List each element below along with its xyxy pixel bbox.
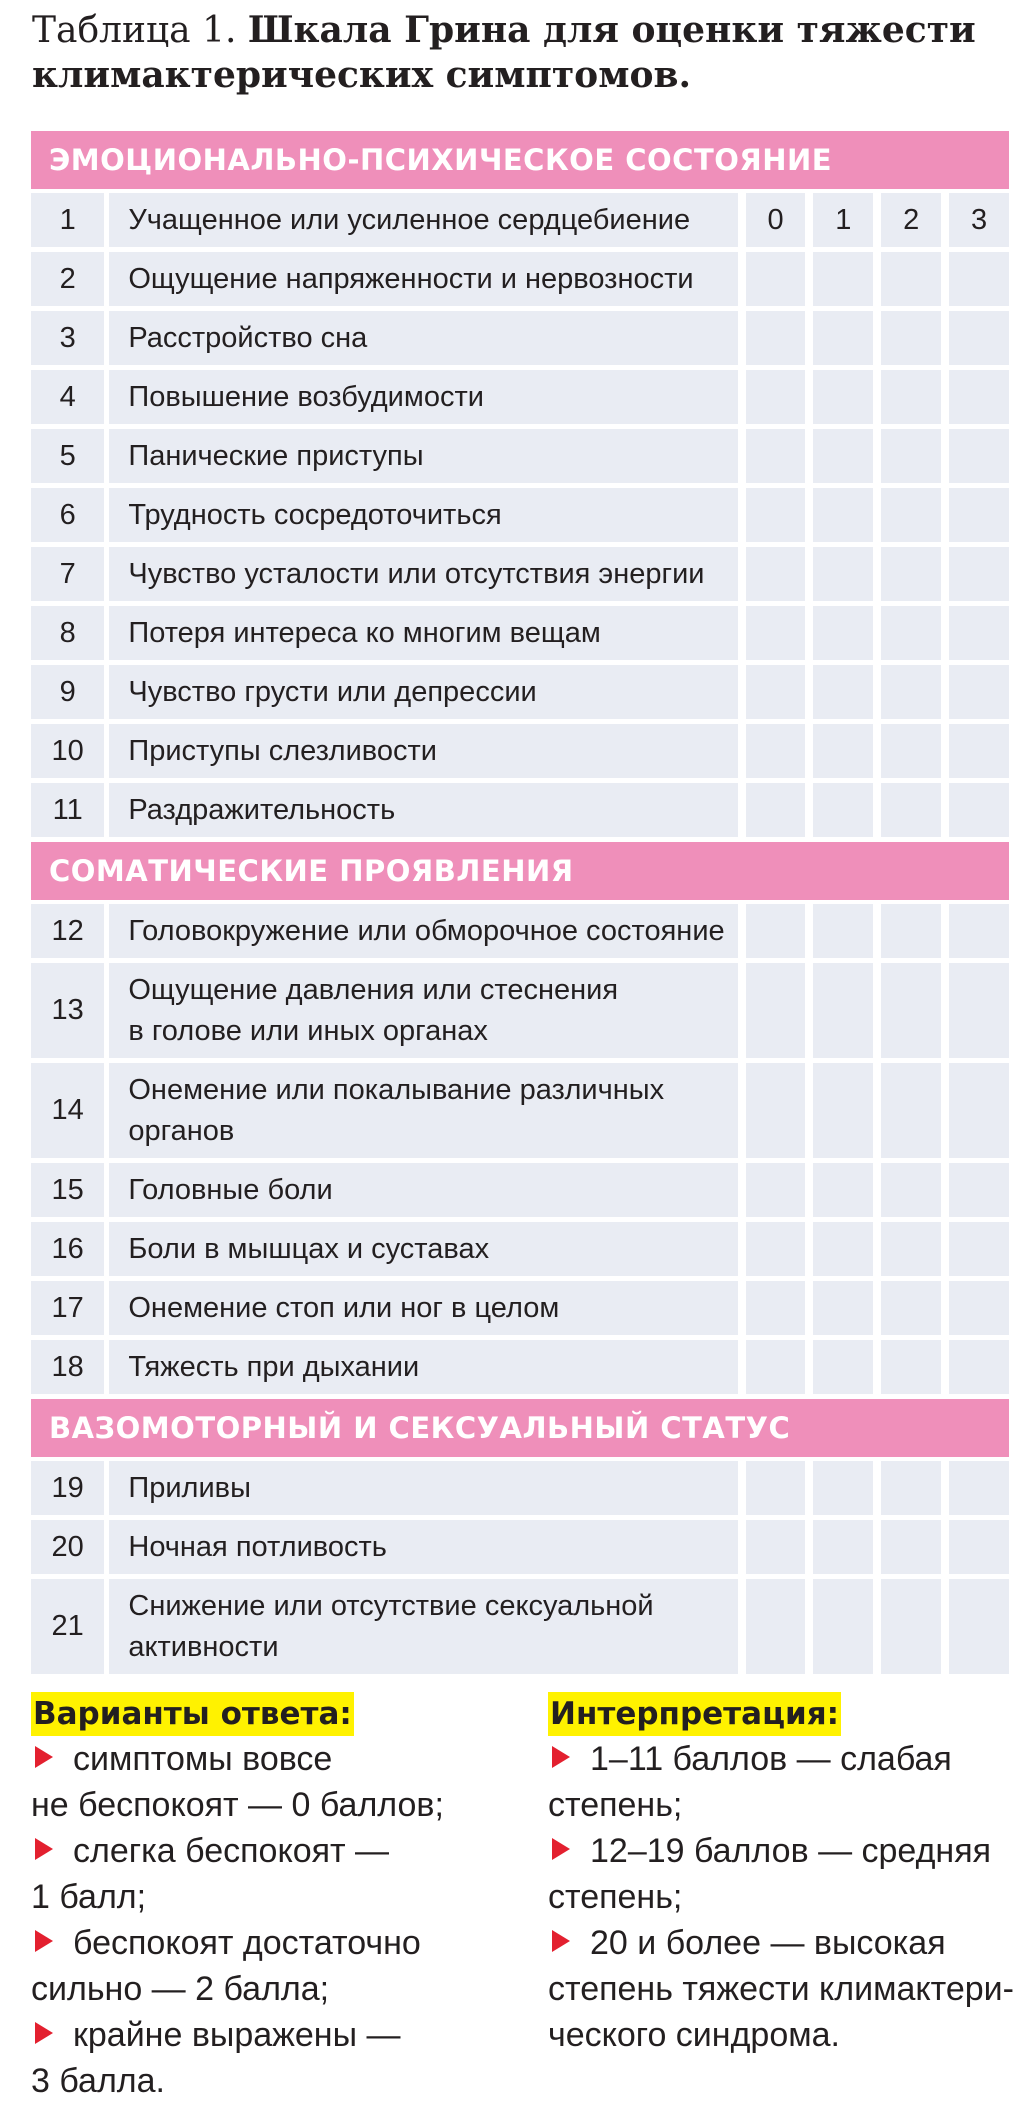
score-cell-2[interactable] <box>881 1520 941 1574</box>
answer-option-item: крайне выражены — 3 балла. <box>31 2016 401 2100</box>
table-row <box>31 963 1009 1058</box>
symptom-text: Чувство грусти или депрессии <box>109 665 737 719</box>
bullet-triangle-icon <box>552 1746 570 1768</box>
section-header: СОМАТИЧЕСКИЕ ПРОЯВЛЕНИЯ <box>31 842 1009 900</box>
score-cell-3[interactable] <box>949 311 1009 365</box>
score-cell-2[interactable] <box>881 252 941 306</box>
interpretation <box>548 1690 1018 2058</box>
score-cell-2[interactable] <box>881 429 941 483</box>
answer-options-heading: Варианты ответа: <box>31 1692 354 1736</box>
row-number: 17 <box>31 1281 104 1335</box>
bullet-triangle-icon <box>35 1746 53 1768</box>
score-cell-0[interactable] <box>746 606 806 660</box>
interpretation-item: 1–11 баллов — слабая степень; <box>548 1740 952 1824</box>
table-row <box>31 311 1009 365</box>
score-cell-1[interactable] <box>813 311 873 365</box>
green-scale-table <box>31 131 1009 1679</box>
score-cell-1[interactable] <box>813 370 873 424</box>
score-cell-2[interactable] <box>881 963 941 1058</box>
section-header: ЭМОЦИОНАЛЬНО-ПСИХИЧЕСКОЕ СОСТОЯНИЕ <box>31 131 1009 189</box>
score-cell-3[interactable]: 3 <box>949 193 1009 247</box>
table-row <box>31 1340 1009 1394</box>
score-cell-3[interactable] <box>949 665 1009 719</box>
bullet-triangle-icon <box>552 1930 570 1952</box>
table-row <box>31 193 1009 247</box>
interpretation-heading: Интерпретация: <box>548 1692 841 1736</box>
score-cell-3[interactable] <box>949 1461 1009 1515</box>
score-cell-2[interactable] <box>881 488 941 542</box>
table-row <box>31 1520 1009 1574</box>
score-cell-3[interactable] <box>949 1063 1009 1158</box>
score-cell-3[interactable] <box>949 724 1009 778</box>
score-cell-1[interactable] <box>813 1163 873 1217</box>
score-cell-3[interactable] <box>949 606 1009 660</box>
symptom-text: Приступы слезливости <box>109 724 737 778</box>
score-cell-0[interactable] <box>746 488 806 542</box>
symptom-text: Трудность сосредоточиться <box>109 488 737 542</box>
table-row <box>31 429 1009 483</box>
score-cell-3[interactable] <box>949 1281 1009 1335</box>
score-cell-0[interactable] <box>746 724 806 778</box>
score-cell-3[interactable] <box>949 783 1009 837</box>
score-cell-0[interactable] <box>746 1163 806 1217</box>
row-number: 9 <box>31 665 104 719</box>
caption-title: Шкала Грина для оценки тяжести климактерических симптомов. <box>32 9 976 96</box>
score-cell-3[interactable] <box>949 963 1009 1058</box>
row-number: 4 <box>31 370 104 424</box>
score-cell-1[interactable] <box>813 1222 873 1276</box>
table-row <box>31 488 1009 542</box>
score-cell-2[interactable] <box>881 370 941 424</box>
score-cell-1[interactable] <box>813 252 873 306</box>
row-number: 12 <box>31 904 104 958</box>
score-cell-2[interactable] <box>881 1461 941 1515</box>
symptom-text: Онемение стоп или ног в целом <box>109 1281 737 1335</box>
score-cell-2[interactable] <box>881 311 941 365</box>
table-row <box>31 1222 1009 1276</box>
symptom-text: Снижение или отсутствие сексуальной активности <box>109 1579 737 1674</box>
table-row <box>31 1579 1009 1674</box>
score-cell-2[interactable] <box>881 724 941 778</box>
score-cell-0[interactable] <box>746 311 806 365</box>
bullet-triangle-icon <box>552 1838 570 1860</box>
row-number: 1 <box>31 193 104 247</box>
table-row <box>31 904 1009 958</box>
symptom-text: Повышение возбудимости <box>109 370 737 424</box>
row-number: 20 <box>31 1520 104 1574</box>
table-row <box>31 1163 1009 1217</box>
score-cell-1[interactable] <box>813 1461 873 1515</box>
score-cell-0[interactable] <box>746 1063 806 1158</box>
caption-prefix: Таблица 1. <box>32 10 237 51</box>
score-cell-1[interactable] <box>813 724 873 778</box>
score-cell-3[interactable] <box>949 547 1009 601</box>
symptom-text: Приливы <box>109 1461 737 1515</box>
score-cell-3[interactable] <box>949 904 1009 958</box>
score-cell-3[interactable] <box>949 429 1009 483</box>
score-cell-2[interactable] <box>881 606 941 660</box>
score-cell-2[interactable] <box>881 783 941 837</box>
row-number: 14 <box>31 1063 104 1158</box>
row-number: 10 <box>31 724 104 778</box>
score-cell-0[interactable] <box>746 1340 806 1394</box>
score-cell-0[interactable] <box>746 1222 806 1276</box>
table-row <box>31 665 1009 719</box>
answer-option-item: симптомы вовсе не беспокоят — 0 баллов; <box>31 1740 444 1824</box>
score-cell-1[interactable] <box>813 429 873 483</box>
symptom-text: Онемение или покалывание различных органов <box>109 1063 737 1158</box>
row-number: 11 <box>31 783 104 837</box>
score-cell-3[interactable] <box>949 1579 1009 1674</box>
score-cell-3[interactable] <box>949 488 1009 542</box>
row-number: 21 <box>31 1579 104 1674</box>
score-cell-0[interactable] <box>746 963 806 1058</box>
symptom-text: Боли в мышцах и суставах <box>109 1222 737 1276</box>
score-cell-3[interactable] <box>949 1163 1009 1217</box>
score-cell-1[interactable] <box>813 963 873 1058</box>
score-cell-1[interactable]: 1 <box>813 193 873 247</box>
score-cell-2[interactable] <box>881 1579 941 1674</box>
score-cell-0[interactable] <box>746 547 806 601</box>
row-number: 19 <box>31 1461 104 1515</box>
bullet-triangle-icon <box>35 2022 53 2044</box>
score-cell-0[interactable] <box>746 783 806 837</box>
symptom-text: Ночная потливость <box>109 1520 737 1574</box>
score-cell-3[interactable] <box>949 370 1009 424</box>
score-cell-1[interactable] <box>813 783 873 837</box>
symptom-text: Панические приступы <box>109 429 737 483</box>
score-cell-1[interactable] <box>813 606 873 660</box>
row-number: 8 <box>31 606 104 660</box>
row-number: 6 <box>31 488 104 542</box>
score-cell-2[interactable] <box>881 904 941 958</box>
score-cell-2[interactable] <box>881 1163 941 1217</box>
score-cell-2[interactable]: 2 <box>881 193 941 247</box>
table-row <box>31 606 1009 660</box>
symptom-text: Расстройство сна <box>109 311 737 365</box>
symptom-text: Ощущение давления или стеснения в голове или иных органах <box>109 963 737 1058</box>
answer-option-item: слегка беспокоят — 1 балл; <box>31 1832 390 1916</box>
symptom-text: Потеря интереса ко многим вещам <box>109 606 737 660</box>
row-number: 3 <box>31 311 104 365</box>
score-cell-1[interactable] <box>813 1579 873 1674</box>
score-cell-1[interactable] <box>813 904 873 958</box>
answer-options <box>31 1690 501 2104</box>
symptom-text: Ощущение напряженности и нервозности <box>109 252 737 306</box>
symptom-text: Головокружение или обморочное состояние <box>109 904 737 958</box>
symptom-text: Чувство усталости или отсутствия энергии <box>109 547 737 601</box>
score-cell-3[interactable] <box>949 1222 1009 1276</box>
table-row <box>31 1461 1009 1515</box>
table-row <box>31 783 1009 837</box>
table-row <box>31 1063 1009 1158</box>
score-cell-3[interactable] <box>949 1340 1009 1394</box>
interpretation-item: 20 и более — высокая степень тяжести климактери- ческого синдрома. <box>548 1924 1014 2054</box>
answer-options-list <box>31 1736 501 2104</box>
row-number: 15 <box>31 1163 104 1217</box>
section-header: ВАЗОМОТОРНЫЙ И СЕКСУАЛЬНЫЙ СТАТУС <box>31 1399 1009 1457</box>
score-cell-2[interactable] <box>881 547 941 601</box>
bullet-triangle-icon <box>35 1838 53 1860</box>
score-cell-0[interactable]: 0 <box>746 193 806 247</box>
table-row <box>31 1281 1009 1335</box>
score-cell-0[interactable] <box>746 370 806 424</box>
score-cell-2[interactable] <box>881 1222 941 1276</box>
row-number: 2 <box>31 252 104 306</box>
row-number: 16 <box>31 1222 104 1276</box>
score-cell-2[interactable] <box>881 1281 941 1335</box>
table-caption <box>32 8 1022 98</box>
score-cell-0[interactable] <box>746 904 806 958</box>
score-cell-0[interactable] <box>746 1520 806 1574</box>
table-row <box>31 370 1009 424</box>
symptom-text: Учащенное или усиленное сердцебиение <box>109 193 737 247</box>
score-cell-0[interactable] <box>746 429 806 483</box>
table-row <box>31 252 1009 306</box>
interpretation-list <box>548 1736 1018 2058</box>
score-cell-2[interactable] <box>881 665 941 719</box>
score-cell-1[interactable] <box>813 488 873 542</box>
symptom-text: Раздражительность <box>109 783 737 837</box>
score-cell-1[interactable] <box>813 1520 873 1574</box>
score-cell-0[interactable] <box>746 665 806 719</box>
score-cell-1[interactable] <box>813 665 873 719</box>
score-cell-0[interactable] <box>746 252 806 306</box>
score-cell-3[interactable] <box>949 252 1009 306</box>
symptom-text: Тяжесть при дыхании <box>109 1340 737 1394</box>
row-number: 7 <box>31 547 104 601</box>
table-row <box>31 724 1009 778</box>
score-cell-1[interactable] <box>813 1281 873 1335</box>
score-cell-2[interactable] <box>881 1340 941 1394</box>
answer-option-item: беспокоят достаточно сильно — 2 балла; <box>31 1924 421 2008</box>
score-cell-1[interactable] <box>813 1340 873 1394</box>
interpretation-item: 12–19 баллов — средняя степень; <box>548 1832 992 1916</box>
score-cell-0[interactable] <box>746 1461 806 1515</box>
score-cell-3[interactable] <box>949 1520 1009 1574</box>
row-number: 18 <box>31 1340 104 1394</box>
table-row <box>31 547 1009 601</box>
score-cell-1[interactable] <box>813 1063 873 1158</box>
score-cell-0[interactable] <box>746 1281 806 1335</box>
score-cell-2[interactable] <box>881 1063 941 1158</box>
row-number: 5 <box>31 429 104 483</box>
row-number: 13 <box>31 963 104 1058</box>
score-cell-1[interactable] <box>813 547 873 601</box>
score-cell-0[interactable] <box>746 1579 806 1674</box>
bullet-triangle-icon <box>35 1930 53 1952</box>
symptom-text: Головные боли <box>109 1163 737 1217</box>
